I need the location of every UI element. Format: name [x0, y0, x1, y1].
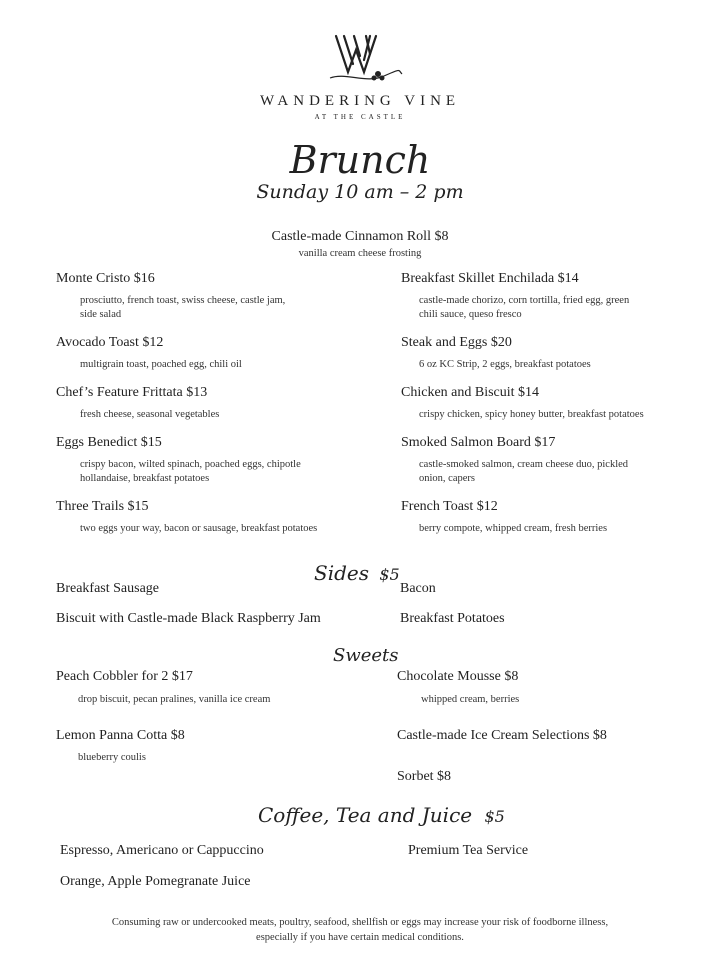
disclaimer-line: Consuming raw or undercooked meats, poultry, seafood, shellfish or eggs may increase your risk of foodborne illness,: [111, 917, 609, 928]
sweet-item-name: Chocolate Mousse $8: [397, 669, 519, 684]
featured-item-desc: vanilla cream cheese frosting: [298, 248, 422, 259]
menu-item-name: Monte Cristo $16: [56, 271, 155, 286]
menu-item-desc: chili sauce, queso fresco: [419, 309, 522, 320]
sweet-item-desc: drop biscuit, pecan pralines, vanilla ice cream: [78, 694, 271, 705]
drink-item: Premium Tea Service: [408, 843, 529, 858]
menu-item-desc: castle-smoked salmon, cream cheese duo, pickled: [419, 459, 629, 470]
menu-item-desc: 6 oz KC Strip, 2 eggs, breakfast potatoes: [419, 359, 591, 370]
page-title: Brunch: [289, 138, 431, 182]
sweet-item-name: Sorbet $8: [397, 769, 452, 784]
menu-item-name: Eggs Benedict $15: [56, 435, 162, 450]
menu-item-desc: crispy chicken, spicy honey butter, breakfast potatoes: [419, 409, 644, 420]
sides-price: $5: [379, 565, 400, 584]
menu-item-desc: castle-made chorizo, corn tortilla, fried egg, green: [419, 295, 630, 306]
drink-item: Espresso, Americano or Cappuccino: [60, 843, 264, 858]
section-heading-sides: [314, 561, 400, 585]
menu-item-name: Chef’s Feature Frittata $13: [56, 385, 208, 400]
featured-item-name: Castle-made Cinnamon Roll $8: [271, 229, 449, 244]
vine-logo-icon: [326, 34, 406, 90]
menu-item-desc: prosciutto, french toast, swiss cheese, castle jam,: [80, 295, 286, 306]
menu-item-desc: berry compote, whipped cream, fresh berries: [419, 523, 608, 534]
service-hours: Sunday 10 am – 2 pm: [256, 181, 464, 203]
sweet-item-desc: blueberry coulis: [78, 752, 146, 763]
sweet-item-name: Lemon Panna Cotta $8: [56, 728, 185, 743]
sweet-item-name: Castle-made Ice Cream Selections $8: [397, 728, 607, 743]
sides-heading: Sides: [314, 561, 369, 585]
drinks-price: $5: [484, 807, 505, 826]
menu-item-desc: onion, capers: [419, 473, 475, 484]
menu-item-desc: crispy bacon, wilted spinach, poached eggs, chipotle: [80, 459, 301, 470]
sweets-heading: Sweets: [333, 645, 399, 666]
section-heading-drinks: [258, 803, 505, 827]
sweet-item-name: Peach Cobbler for 2 $17: [56, 669, 193, 684]
menu-item-desc: hollandaise, breakfast potatoes: [80, 473, 210, 484]
side-item: Breakfast Sausage: [56, 581, 160, 596]
side-item: Biscuit with Castle-made Black Raspberry Jam: [56, 611, 321, 626]
disclaimer-line: especially if you have certain medical conditions.: [256, 932, 464, 943]
menu-item-name: Chicken and Biscuit $14: [401, 385, 540, 400]
menu-item-desc: two eggs your way, bacon or sausage, breakfast potatoes: [80, 523, 318, 534]
brand-tagline: AT THE CASTLE: [314, 113, 406, 121]
menu-item-desc: side salad: [80, 309, 122, 320]
drinks-heading: Coffee, Tea and Juice: [258, 803, 473, 827]
menu-item-name: Three Trails $15: [56, 499, 149, 514]
menu-item-desc: fresh cheese, seasonal vegetables: [80, 409, 220, 420]
menu-item-name: French Toast $12: [401, 499, 498, 514]
brand-name: WANDERING VINE: [259, 93, 461, 109]
side-item: Bacon: [400, 581, 436, 596]
menu-item-name: Smoked Salmon Board $17: [401, 435, 556, 450]
side-item: Breakfast Potatoes: [400, 611, 505, 626]
drink-item: Orange, Apple Pomegranate Juice: [60, 874, 251, 889]
menu-item-name: Avocado Toast $12: [56, 335, 164, 350]
sweet-item-desc: whipped cream, berries: [421, 694, 520, 705]
menu-item-name: Breakfast Skillet Enchilada $14: [401, 271, 579, 286]
menu-item-name: Steak and Eggs $20: [401, 335, 512, 350]
menu-item-desc: multigrain toast, poached egg, chili oil: [80, 359, 242, 370]
